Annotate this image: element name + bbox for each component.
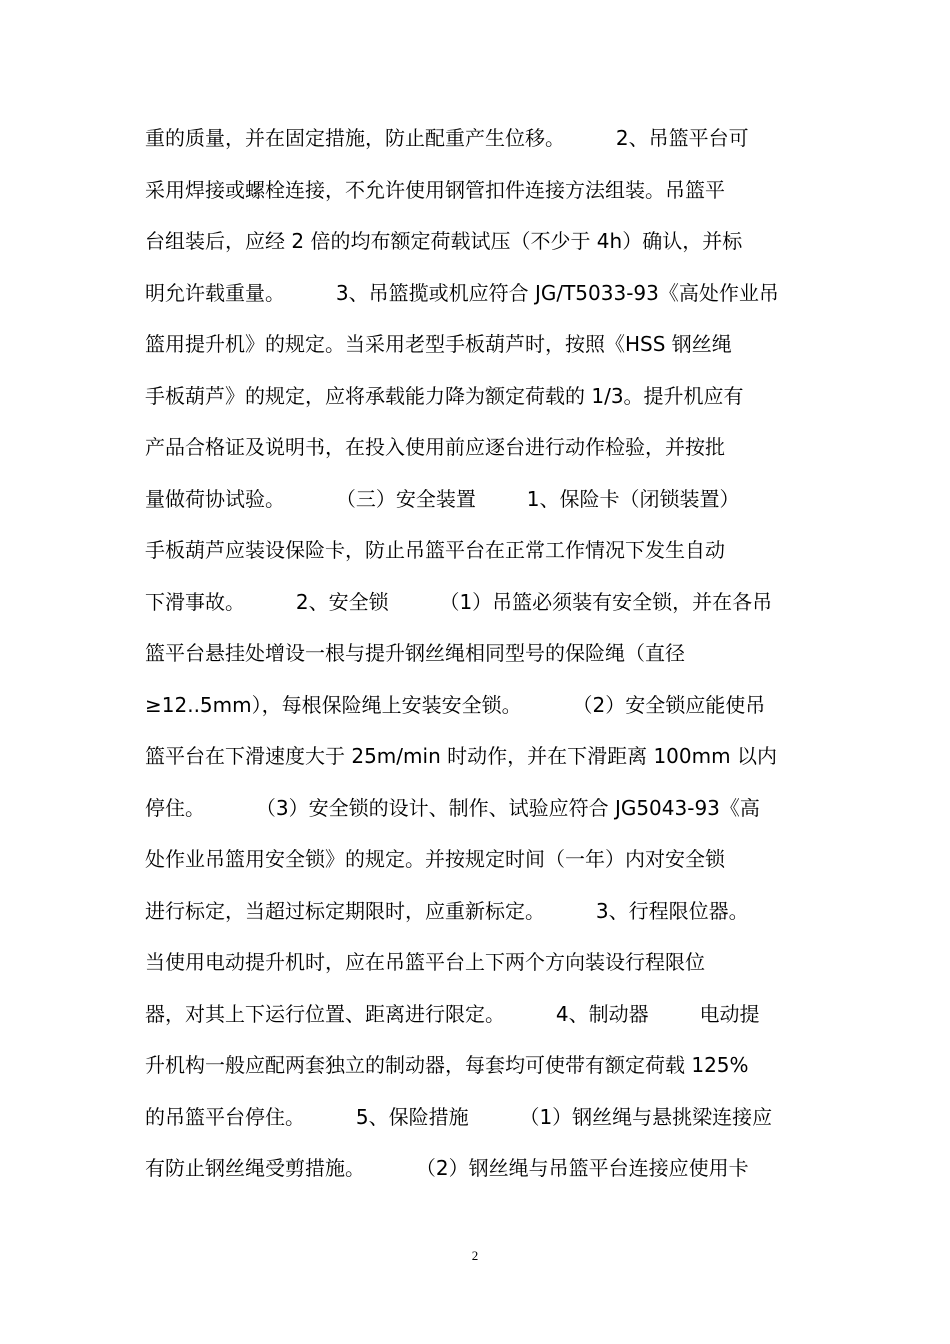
text-line: 手板葫芦》的规定，应将承载能力降为额定荷载的 1/3。提升机应有: [145, 383, 744, 408]
text-line: 篮平台悬挂处增设一根与提升钢丝绳相同型号的保险绳（直径: [145, 641, 685, 665]
text-line: 重的质量，并在固定措施，防止配重产生位移。 2、吊篮平台可: [145, 126, 749, 150]
text-line: 采用焊接或螺栓连接，不允许使用钢管扣件连接方法组装。吊篮平: [145, 177, 725, 202]
text-line: 的吊篮平台停住。 5、保险措施 （1）钢丝绳与悬挑梁连接应: [145, 1104, 773, 1129]
text-line: 下滑事故。 2、安全锁 （1）吊篮必须装有安全锁，并在各吊: [145, 589, 773, 614]
text-line: 量做荷协试验。 （三）安全装置 1、保险卡（闭锁装置）: [145, 486, 740, 511]
text-line: 明允许载重量。 3、吊篮揽或机应符合 JG/T5033-93《高处作业吊: [145, 280, 779, 305]
text-line: 有防止钢丝绳受剪措施。 （2）钢丝绳与吊篮平台连接应使用卡: [145, 1156, 749, 1180]
text-line: 当使用电动提升机时，应在吊篮平台上下两个方向装设行程限位: [145, 950, 705, 974]
text-line: 台组装后，应经 2 倍的均布额定荷载试压（不少于 4h）确认，并标: [145, 229, 743, 253]
text-line: 篮用提升机》的规定。当采用老型手板葫芦时，按照《HSS 钢丝绳: [145, 332, 732, 356]
text-line: 进行标定，当超过标定期限时，应重新标定。 3、行程限位器。: [145, 898, 749, 923]
text-line: 升机构一般应配两套独立的制动器，每套均可使带有额定荷载 125%: [145, 1053, 749, 1077]
text-line: 处作业吊篮用安全锁》的规定。并按规定时间（一年）内对安全锁: [145, 847, 725, 871]
text-line: 篮平台在下滑速度大于 25m/min 时动作，并在下滑距离 100mm 以内: [145, 744, 777, 768]
page-number: 2: [471, 1248, 479, 1263]
text-line: 器，对其上下运行位置、距离进行限定。 4、制动器 电动提: [145, 1001, 760, 1026]
text-line: 手板葫芦应装设保险卡，防止吊篮平台在正常工作情况下发生自动: [145, 538, 725, 562]
body-text: [145, 116, 815, 1198]
text-line: 产品合格证及说明书，在投入使用前应逐台进行动作检验，并按批: [145, 435, 725, 459]
text-line: ≥12..5mm），每根保险绳上安装安全锁。 （2）安全锁应能使吊: [145, 692, 766, 717]
text-line: 停住。 （3）安全锁的设计、制作、试验应符合 JG5043-93《高: [145, 795, 760, 820]
